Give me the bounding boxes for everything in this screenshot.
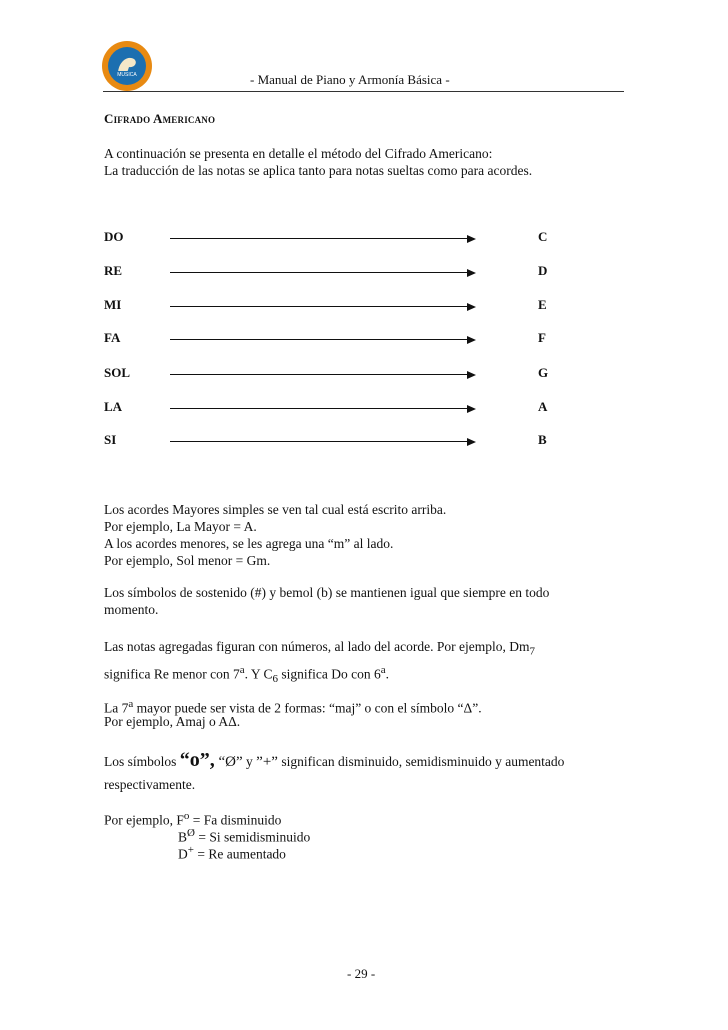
latin-note: RE — [104, 263, 123, 278]
right-arrow-icon — [170, 235, 476, 243]
note-row — [104, 263, 624, 281]
latin-note: SOL — [104, 365, 131, 380]
logo-icon — [101, 40, 153, 92]
subscript-7: 7 — [529, 645, 535, 658]
paragraph-accidentals-line-1: Los símbolos de sostenido (#) y bemol (b) se mantienen igual que siempre en todo — [104, 585, 550, 600]
example-line-3: D+ = Re aumentado — [178, 844, 286, 862]
intro-line-2: La traducción de las notas se aplica tanto para notas sueltas como para acordes. — [104, 163, 533, 178]
right-arrow-icon — [170, 371, 476, 379]
paragraph-maj7-line-2: Por ejemplo, Amaj o AΔ. — [104, 714, 241, 729]
note-row — [104, 297, 624, 315]
paragraph-major-line-2: Por ejemplo, La Mayor = A. — [104, 519, 257, 534]
diminished-symbol: “o”, — [179, 749, 215, 771]
latin-note: DO — [104, 229, 124, 244]
note-row — [104, 432, 624, 450]
example-line-1: Por ejemplo, $F^o = Fa$ disminuido — [104, 810, 282, 828]
paragraph-major-line-1: Los acordes Mayores simples se ven tal cual está escrito arriba. — [104, 502, 447, 517]
american-note: A — [538, 399, 548, 414]
latin-note: MI — [104, 297, 122, 312]
american-note: D — [538, 263, 548, 278]
paragraph-accidentals-line-2: momento. — [104, 602, 159, 617]
paragraph-added-notes-line-2: significa Re menor con 7$^a$. Y $C_6$ significa Do con 6$^a$. — [104, 664, 389, 686]
american-note: C — [538, 229, 548, 244]
american-note: B — [538, 432, 547, 447]
note-row — [104, 330, 624, 348]
note-row — [104, 365, 624, 383]
latin-note: SI — [104, 432, 117, 447]
intro-line-1: A continuación se presenta en detalle el método del Cifrado Americano: — [104, 146, 493, 161]
right-arrow-icon — [170, 438, 476, 446]
right-arrow-icon — [170, 303, 476, 311]
right-arrow-icon — [170, 336, 476, 344]
american-note: G — [538, 365, 549, 380]
right-arrow-icon — [170, 269, 476, 277]
paragraph-minor-line-2: Por ejemplo, Sol menor = Gm. — [104, 553, 271, 568]
header-divider — [103, 91, 624, 92]
logo-text: MUSICA — [117, 72, 137, 78]
augmented-symbol: ”+” — [256, 754, 278, 770]
paragraph-symbols-line-1: Los símbolos “o”, “Ø” y ”+” significan disminuido, semidisminuido y aumentado — [104, 749, 565, 771]
running-header: - Manual de Piano y Armonía Básica - — [250, 72, 450, 87]
american-note: F — [538, 330, 546, 345]
latin-note: LA — [104, 399, 123, 414]
paragraph-maj7-line-1: La 7$^a$ mayor puede ser vista de 2 formas: “maj” o con el símbolo “Δ”. — [104, 698, 482, 716]
logo — [101, 40, 153, 92]
note-row — [104, 399, 624, 417]
right-arrow-icon — [170, 405, 476, 413]
note-row — [104, 229, 624, 247]
paragraph-minor-line-1: A los acordes menores, se les agrega una “m” al lado. — [104, 536, 394, 551]
paragraph-added-notes-line-1: Las notas agregadas figuran con números, al lado del acorde. Por ejemplo, $Dm_7$ — [104, 639, 535, 658]
half-diminished-symbol: “Ø” — [214, 754, 243, 770]
american-note: E — [538, 297, 547, 312]
example-line-2: $B^Ø = Si$ semidisminuido — [178, 827, 311, 845]
latin-note: FA — [104, 330, 121, 345]
paragraph-symbols-line-2: respectivamente. — [104, 777, 196, 792]
section-title: Cifrado Americano — [104, 111, 216, 126]
page-number: - 29 - — [347, 966, 376, 981]
